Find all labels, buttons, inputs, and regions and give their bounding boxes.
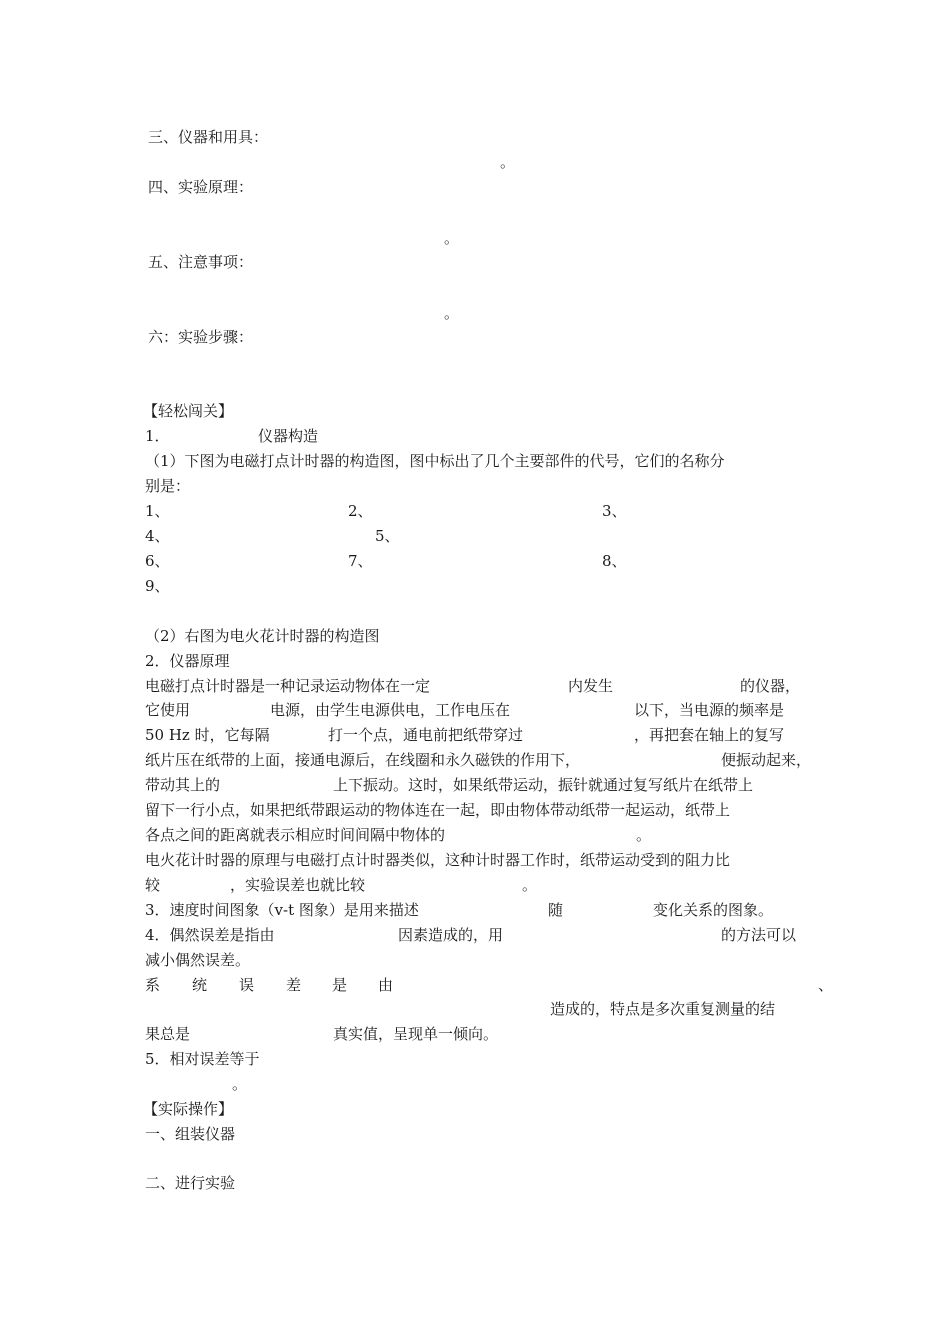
principle-h: 电火花计时器的原理与电磁打点计时器类似，这种计时器工作时，纸带运动受到的阻力比	[145, 851, 731, 869]
sys-char-3: 误	[239, 976, 255, 994]
section-steps: 六：实验步骤：	[148, 328, 254, 346]
part-label-6: 6、	[145, 552, 170, 570]
sys-char-5: 是	[332, 976, 348, 994]
principle-c1: 50 Hz 时，它每隔	[145, 726, 270, 744]
q5: 5．相对误差等于	[145, 1050, 260, 1068]
principle-c3: ，再把套在轴上的复写	[634, 726, 785, 744]
principle-i2: ，实验误差也就比较	[230, 876, 366, 894]
principle-e2: 上下振动。这时，如果纸带运动，振针就通过复写纸片在纸带上	[333, 776, 754, 794]
notes-end: 。	[444, 304, 460, 322]
principle-c2: 打一个点，通电前把纸带穿过	[328, 726, 524, 744]
q1-title: 仪器构造	[258, 427, 319, 445]
practice-step2: 二、进行实验	[145, 1174, 236, 1192]
q3-a: 3．速度时间图象（v-t 图象）是用来描述	[145, 901, 419, 919]
q3-b: 随	[548, 901, 564, 919]
q5-end: 。	[232, 1075, 248, 1093]
part-label-4: 4、	[145, 527, 170, 545]
q3-c: 变化关系的图象。	[653, 901, 774, 919]
practice-step1: 一、组装仪器	[145, 1125, 236, 1143]
section-instruments: 三、仪器和用具：	[148, 128, 269, 146]
q4-a: 4．偶然误差是指由	[145, 926, 275, 944]
principle-e1: 带动其上的	[145, 776, 221, 794]
q4-c: 的方法可以	[721, 926, 797, 944]
principle-i1: 较	[145, 876, 161, 894]
part-label-7: 7、	[348, 552, 373, 570]
part-label-2: 2、	[348, 502, 373, 520]
principle-d1: 纸片压在纸带的上面，接通电源后，在线圈和永久磁铁的作用下，	[145, 751, 581, 769]
section-principle: 四、实验原理：	[148, 178, 254, 196]
principle-g1: 各点之间的距离就表示相应时间间隔中物体的	[145, 826, 446, 844]
q1-sub1-line1: （1）下图为电磁打点计时器的构造图，图中标出了几个主要部件的代号，它们的名称分	[145, 452, 725, 470]
q1-sub2: （2）右图为电火花计时器的构造图	[145, 627, 380, 645]
instruments-end: 。	[500, 153, 516, 171]
easy-header: 【轻松闯关】	[143, 402, 234, 420]
sys-char-6: 由	[378, 976, 394, 994]
q2-title: 2．仪器原理	[145, 652, 230, 670]
principle-b2: 电源，由学生电源供电，工作电压在	[270, 701, 511, 719]
principle-b1: 它使用	[145, 701, 191, 719]
part-label-1: 1、	[145, 502, 170, 520]
principle-end: 。	[444, 229, 460, 247]
q1-number: 1．	[145, 427, 170, 445]
q1-sub1-line2: 别是：	[145, 477, 191, 495]
sys-comma: 、	[818, 976, 834, 994]
sys-c1: 果总是	[145, 1025, 191, 1043]
sys-char-1: 系	[145, 976, 161, 994]
sys-c2: 真实值，呈现单一倾向。	[333, 1025, 499, 1043]
q4-d: 减小偶然误差。	[145, 951, 251, 969]
principle-i3: 。	[522, 876, 538, 894]
sys-char-4: 差	[286, 976, 302, 994]
sys-char-2: 统	[192, 976, 208, 994]
principle-d2: 便振动起来，	[721, 751, 812, 769]
section-notes: 五、注意事项：	[148, 253, 254, 271]
principle-g2: 。	[636, 826, 652, 844]
principle-a3: 的仪器，	[740, 677, 801, 695]
sys-b: 造成的，特点是多次重复测量的结	[550, 1000, 776, 1018]
part-label-3: 3、	[602, 502, 627, 520]
part-label-9: 9、	[145, 577, 170, 595]
principle-a1: 电磁打点计时器是一种记录运动物体在一定	[145, 677, 431, 695]
principle-b3: 以下，当电源的频率是	[634, 701, 785, 719]
principle-f: 留下一行小点，如果把纸带跟运动的物体连在一起，即由物体带动纸带一起运动，纸带上	[145, 801, 731, 819]
practice-header: 【实际操作】	[143, 1100, 234, 1118]
part-label-5: 5、	[375, 527, 400, 545]
part-label-8: 8、	[602, 552, 627, 570]
principle-a2: 内发生	[568, 677, 614, 695]
q4-b: 因素造成的，用	[398, 926, 504, 944]
